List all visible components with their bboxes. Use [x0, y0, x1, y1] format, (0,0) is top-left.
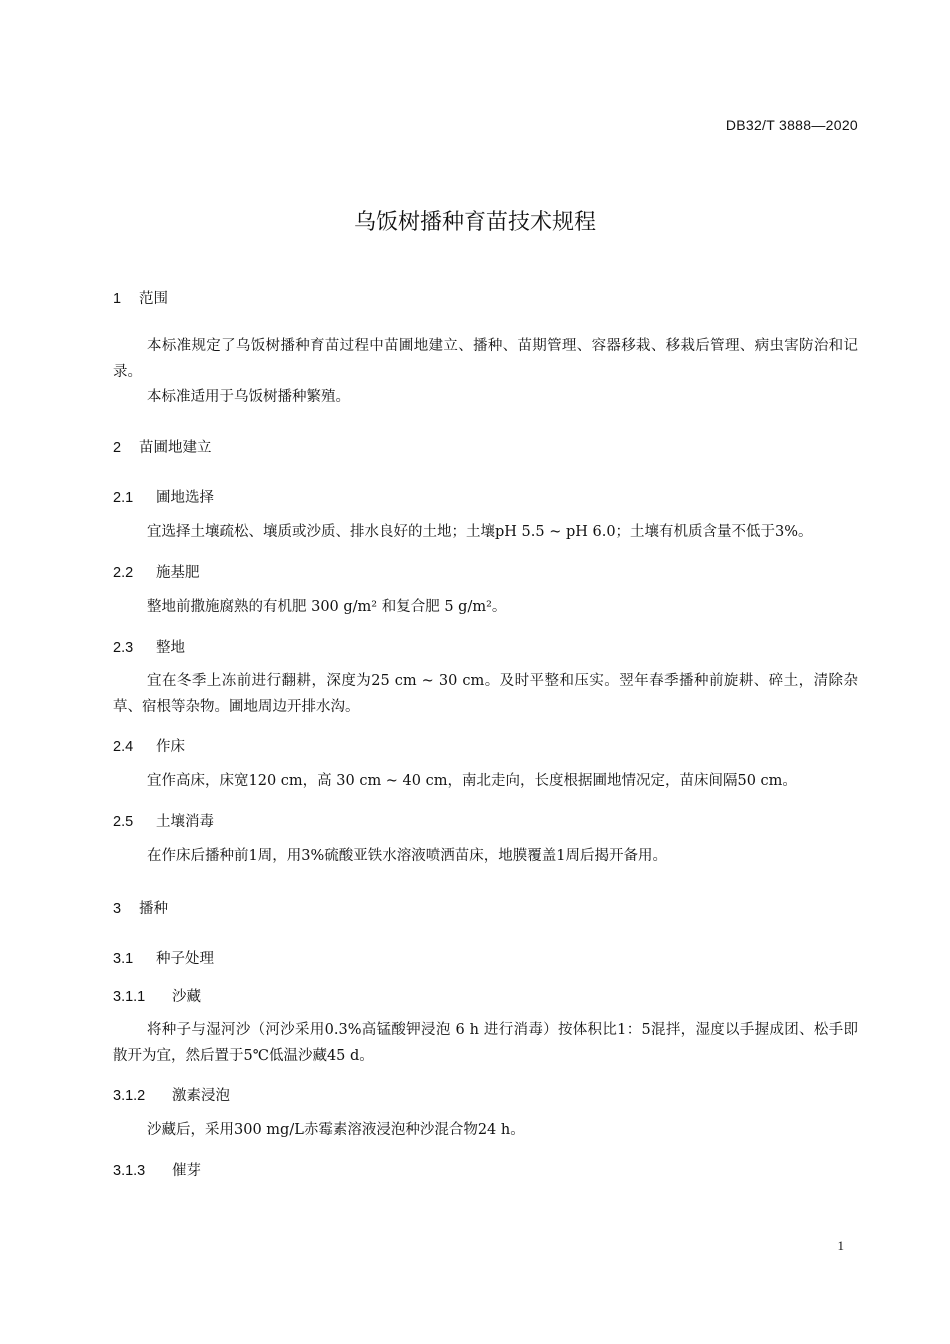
section-number: 3.1	[113, 951, 134, 967]
section-title: 苗圃地建立	[139, 440, 212, 456]
section-title: 整地	[156, 640, 185, 656]
paragraph-3-1-1: 将种子与湿河沙（河沙采用0.3%高锰酸钾浸泡 6 h 进行消毒）按体积比1：5混拌，湿度以手握成团、松手即散开为宜，然后置于5℃低温沙藏45 d。	[113, 1022, 858, 1064]
section-title: 施基肥	[156, 565, 200, 581]
paragraph-2-2: 整地前撒施腐熟的有机肥 300 g/m² 和复合肥 5 g/m²。	[147, 599, 507, 615]
document-title: 乌饭树播种育苗技术规程	[353, 210, 596, 235]
section-number: 3	[113, 901, 122, 917]
section-number: 2.2	[113, 565, 134, 581]
section-heading-2-1	[113, 486, 214, 507]
paragraph-2-3: 宜在冬季上冻前进行翻耕，深度为25 cm ~ 30 cm。及时平整和压实。翌年春季播种前旋耕、碎土，清除杂草、宿根等杂物。圃地周边开排水沟。	[113, 673, 858, 715]
section-heading-2-4	[113, 735, 185, 756]
paragraph-2-5: 在作床后播种前1周，用3%硫酸亚铁水溶液喷洒苗床，地膜覆盖1周后揭开备用。	[147, 848, 667, 864]
section-title: 激素浸泡	[172, 1088, 230, 1104]
section-heading-3-1	[113, 947, 214, 968]
section-heading-2-3	[113, 636, 185, 657]
paragraph-2-4: 宜作高床，床宽120 cm，高 30 cm ~ 40 cm，南北走向，长度根据圃地情况定，苗床间隔50 cm。	[147, 773, 797, 789]
section-title: 催芽	[172, 1163, 201, 1179]
section-heading-3	[113, 897, 168, 918]
paragraph-3-1-2: 沙藏后，采用300 mg/L赤霉素溶液浸泡种沙混合物24 h。	[147, 1122, 525, 1138]
section-title: 圃地选择	[156, 490, 214, 506]
section-number: 3.1.3	[113, 1163, 146, 1179]
section-heading-3-1-2	[113, 1084, 230, 1105]
section-heading-2-5	[113, 810, 214, 831]
section-number: 2	[113, 440, 122, 456]
document-number: DB32/T 3888—2020	[725, 117, 858, 133]
section-number: 3.1.1	[113, 989, 146, 1005]
section-number: 2.3	[113, 640, 134, 656]
section-title: 播种	[139, 901, 168, 917]
section-heading-3-1-3	[113, 1159, 201, 1180]
paragraph-scope-2: 本标准适用于乌饭树播种繁殖。	[147, 389, 350, 405]
section-title: 范围	[139, 291, 168, 307]
section-title: 种子处理	[156, 951, 214, 967]
paragraph-2-1: 宜选择土壤疏松、壤质或沙质、排水良好的土地；土壤pH 5.5 ~ pH 6.0；土壤有机质含量不低于3%。	[147, 524, 813, 540]
section-title: 沙藏	[172, 989, 201, 1005]
section-number: 3.1.2	[113, 1088, 146, 1104]
section-heading-2	[113, 436, 212, 457]
section-heading-2-2	[113, 561, 200, 582]
section-heading-3-1-1	[113, 985, 201, 1006]
paragraph-scope-1: 本标准规定了乌饭树播种育苗过程中苗圃地建立、播种、苗期管理、容器移栽、移栽后管理、病虫害防治和记录。	[113, 338, 858, 380]
section-number: 2.5	[113, 814, 134, 830]
section-heading-1	[113, 287, 168, 308]
section-title: 土壤消毒	[156, 814, 214, 830]
section-number: 2.1	[113, 490, 134, 506]
section-number: 2.4	[113, 739, 134, 755]
page-number: 1	[837, 1238, 844, 1253]
section-number: 1	[113, 291, 122, 307]
section-title: 作床	[156, 739, 185, 755]
